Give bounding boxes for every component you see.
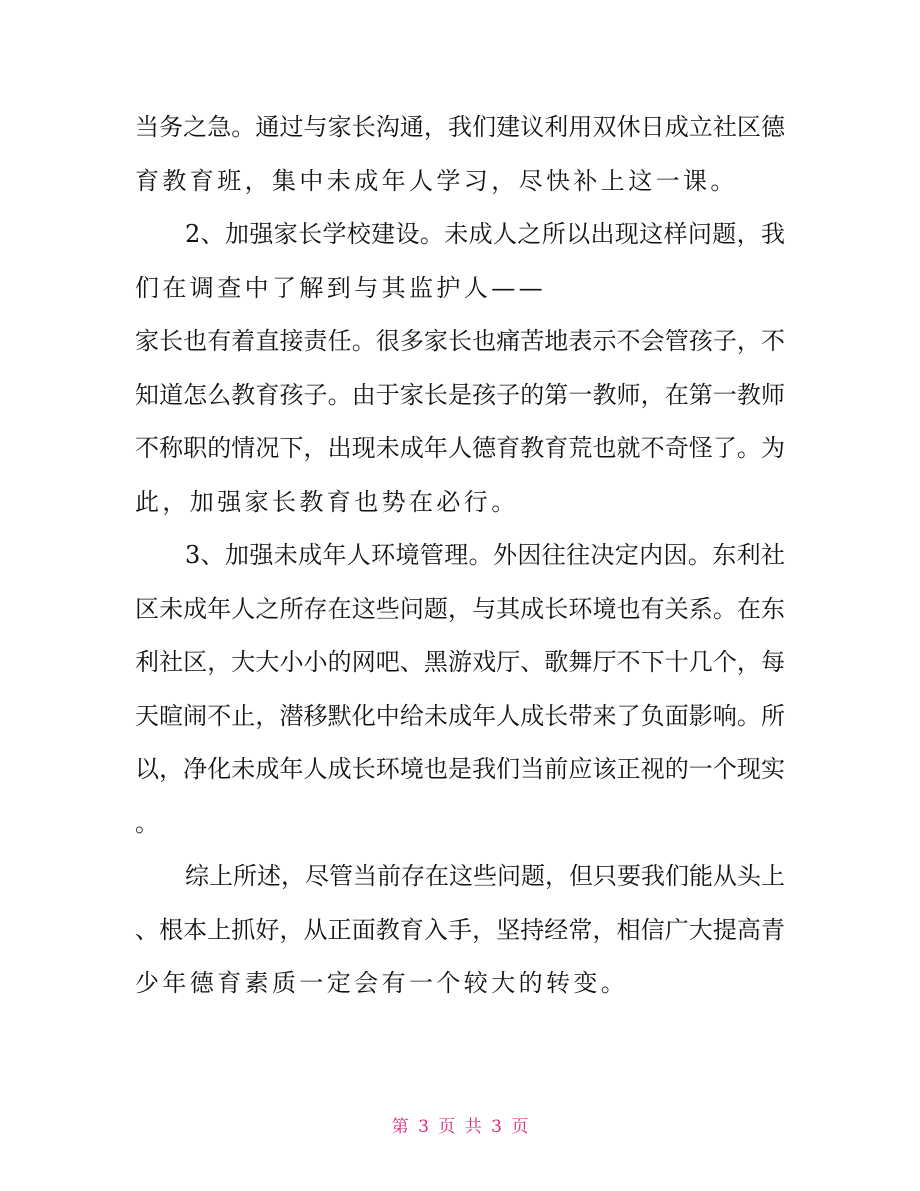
text-line: 此，加强家长教育也势在必行。 <box>135 487 519 516</box>
page-number-footer: 第 3 页 共 3 页 <box>391 1117 529 1137</box>
text-line: 少年德育素质一定会有一个较大的转变。 <box>135 969 629 997</box>
text-line: 以，净化未成年人成长环境也是我们当前应该正视的一个现实 <box>135 755 785 783</box>
text-line: 天暄闹不止，潜移默化中给未成年人成长带来了负面影响。所 <box>135 701 785 730</box>
text-line: 。 <box>135 808 163 837</box>
text-line: 家长也有着直接责任。很多家长也痛苦地表示不会管孩子，不 <box>135 327 785 355</box>
document-body <box>135 101 785 1011</box>
text-line: 利社区，大大小小的网吧、黑游戏厅、歌舞厅不下十几个，每 <box>135 648 785 676</box>
text-line: 、根本上抓好，从正面教育入手，坚持经常，相信广大提高青 <box>135 915 785 944</box>
text-line: 综上所述，尽管当前存在这些问题，但只要我们能从头上 <box>185 862 785 890</box>
text-line: 育教育班，集中未成年人学习，尽快补上这一课。 <box>135 166 738 195</box>
text-line: 2、加强家长学校建设。未成人之所以出现这样问题，我 <box>185 220 785 248</box>
text-line: 知道怎么教育孩子。由于家长是孩子的第一教师，在第一教师 <box>135 380 785 409</box>
text-line: 当务之急。通过与家长沟通，我们建议利用双休日成立社区德 <box>135 113 785 141</box>
text-line: 们在调查中了解到与其监护人—— <box>135 273 546 302</box>
text-line: 区未成年人之所存在这些问题，与其成长环境也有关系。在东 <box>135 594 785 623</box>
text-line: 不称职的情况下，出现未成年人德育教育荒也就不奇怪了。为 <box>135 434 785 462</box>
text-line: 3、加强未成年人环境管理。外因往往决定内因。东利社 <box>185 541 785 569</box>
